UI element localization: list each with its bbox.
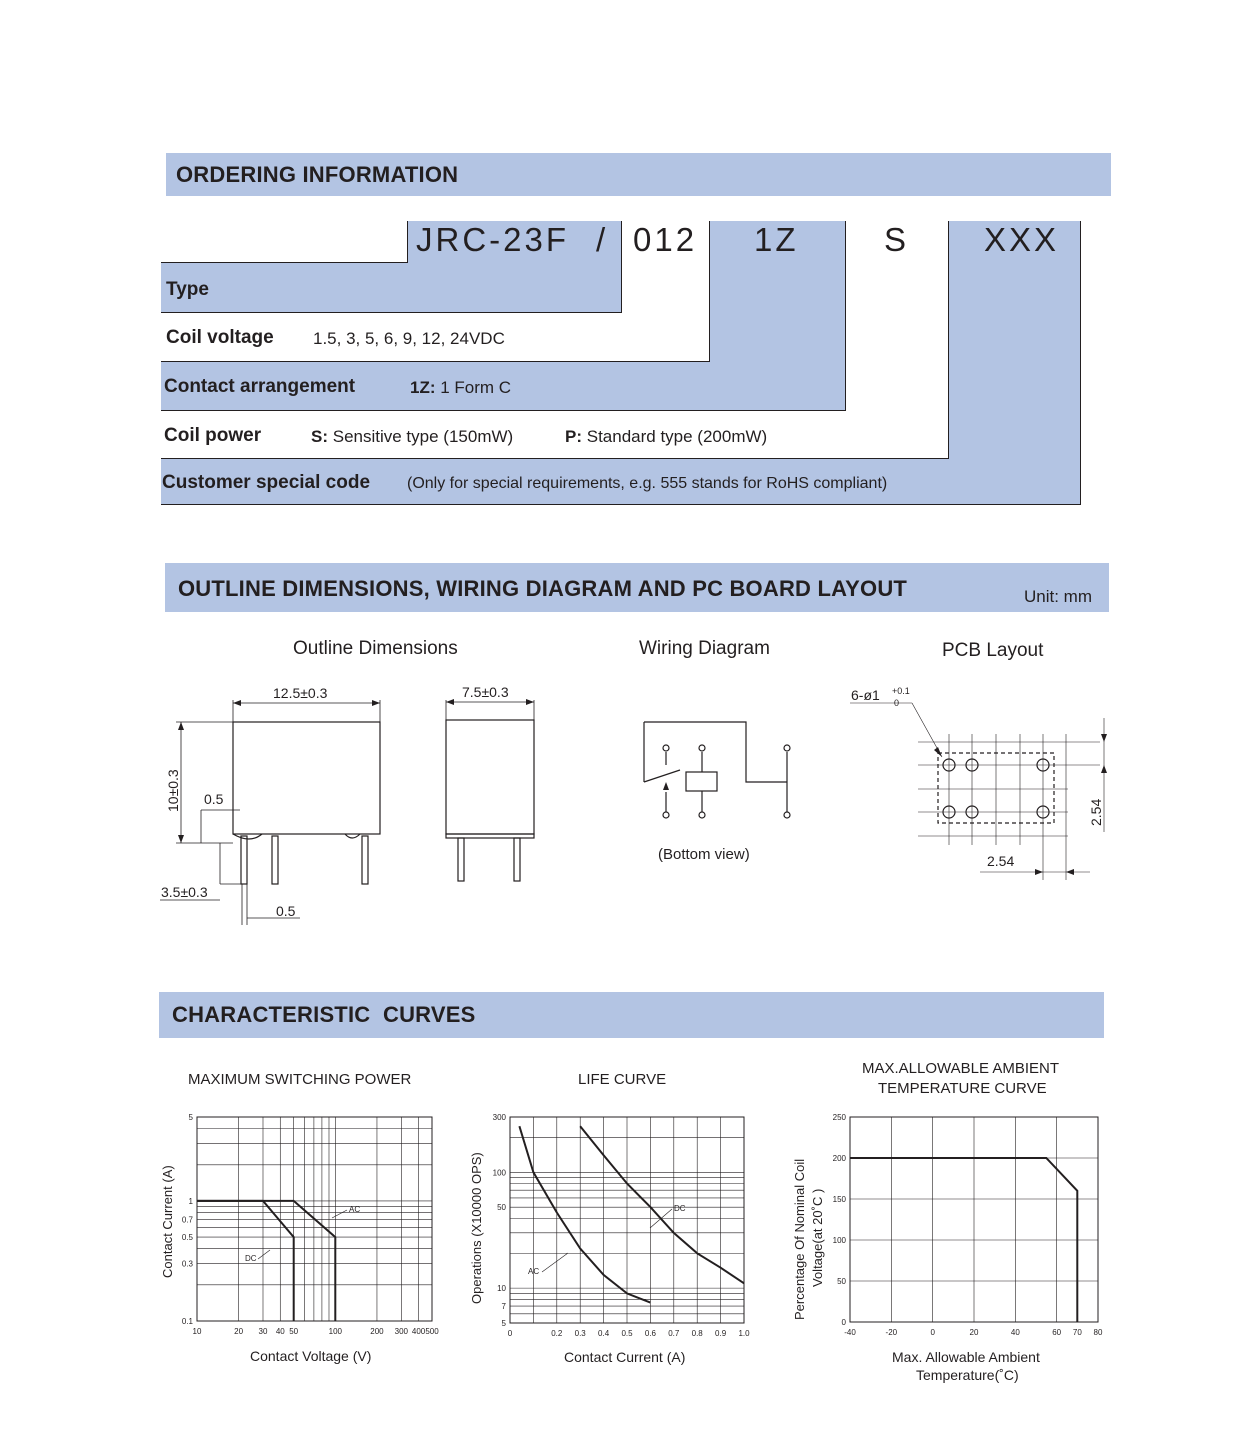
p-desc: Standard type (200mW) [586,427,768,446]
contact-desc: 1 Form C [440,378,512,397]
y-tick-label: 50 [837,1277,846,1286]
type-row-band [161,263,621,313]
x-tick-label: 0.9 [715,1329,727,1338]
x-tick-label: 400 [411,1327,426,1336]
x-tick-label: 100 [328,1327,342,1336]
x-tick-label: 0.4 [598,1329,610,1338]
s-desc: Sensitive type (150mW) [332,427,514,446]
contact-arrangement-value [410,378,511,398]
x-tick-label: 0.2 [551,1329,563,1338]
x-tick-label: -40 [844,1328,856,1337]
code-coil-voltage: 012 [633,221,698,258]
y-tick-label: 0.7 [181,1215,193,1225]
x-tick-label: 1.0 [738,1329,750,1338]
curves-svg [0,1100,1240,1350]
customer-code-desc: (Only for special requirements, e.g. 555 stands for RoHS compliant) [407,475,888,492]
side-pin-1 [458,838,464,881]
code-slash: / [596,221,609,258]
pcb-caption: PCB Layout [942,640,1044,661]
y-tick-label: 1 [188,1196,193,1206]
y-tick-label: 5 [501,1319,506,1328]
wiring-caption: Wiring Diagram [639,638,770,659]
type-divider [407,221,408,263]
max-switching-power-chart [182,1113,439,1336]
coil-power-label: Coil power [164,425,262,446]
dim-hole-tol-up: +0.1 [892,686,910,696]
x-tick-label: 500 [425,1327,439,1336]
coil-voltage-values: 1.5, 3, 5, 6, 9, 12, 24VDC [313,329,505,348]
series-line-ac [197,1201,335,1321]
coil-underline [161,361,710,362]
contact-divider [845,221,846,411]
power-divider [948,221,949,459]
contact-key: 1Z: [410,378,436,397]
y-tick-label: 50 [497,1203,506,1213]
curves-title: CHARACTERISTIC CURVES [172,1002,476,1027]
label-leader [542,1253,568,1272]
x-tick-label: 0.5 [621,1329,633,1338]
chart1-xlabel: Contact Voltage (V) [250,1348,372,1364]
outline-caption: Outline Dimensions [293,638,458,659]
y-tick-label: 250 [832,1113,846,1122]
x-tick-label: 0.7 [668,1329,680,1338]
series-label: DC [674,1204,686,1213]
outline-drawings [0,670,1240,940]
x-tick-label: 0.8 [691,1329,703,1338]
p-key: P: [565,427,582,446]
y-tick-label: 100 [832,1236,846,1245]
y-tick-label: 0 [841,1318,846,1327]
series-label: AC [349,1205,361,1214]
x-tick-label: 20 [969,1328,979,1337]
x-tick-label: 0 [930,1328,935,1337]
unit-label: Unit: mm [1024,587,1092,606]
coil-voltage-label: Coil voltage [166,327,274,348]
x-tick-label: 20 [234,1327,244,1336]
dim-pitch-horizontal: 2.54 [987,853,1015,869]
coil-symbol [686,772,717,791]
x-tick-label: 50 [289,1327,299,1336]
s-key: S: [311,427,328,446]
series-line-dc [580,1126,744,1283]
series-label: AC [528,1267,540,1276]
outline-title: OUTLINE DIMENSIONS, WIRING DIAGRAM AND PC BOARD LAYOUT [178,576,908,601]
y-tick-label: 10 [497,1284,506,1294]
y-tick-label: 0.5 [181,1233,193,1243]
bottom-view-label: (Bottom view) [658,846,750,863]
x-tick-label: 30 [258,1327,268,1336]
x-tick-label: 40 [1010,1328,1020,1337]
chart3-title-line1: MAX.ALLOWABLE AMBIENT [862,1060,1059,1077]
label-leader [258,1250,270,1259]
code-type: JRC-23F [416,221,570,258]
dim-gap: 0.5 [204,791,224,807]
chart1-title: MAXIMUM SWITCHING POWER [188,1071,412,1088]
chart2-ylabel: Operations (X10000 OPS) [469,1152,484,1304]
code-customer: XXX [984,221,1060,258]
relay-side-body [446,720,534,834]
y-tick-label: 150 [832,1195,846,1204]
dim-height: 10±0.3 [165,769,181,812]
front-pin-1 [241,836,247,884]
x-tick-label: 60 [1052,1328,1062,1337]
contact-arrangement-label: Contact arrangement [164,376,356,397]
coil-divider [709,221,710,361]
x-tick-label: -20 [885,1328,898,1337]
slash-divider [621,221,622,313]
coil-power-option-p [565,427,767,447]
dim-pin-width: 0.5 [276,903,296,919]
y-tick-label: 300 [492,1113,506,1122]
x-tick-label: 10 [192,1327,202,1336]
series-line-ac [519,1126,650,1302]
chart1-ylabel: Contact Current (A) [160,1165,175,1278]
x-tick-label: 0.6 [644,1329,656,1338]
chart2-xlabel: Contact Current (A) [564,1349,686,1365]
y-tick-label: 100 [492,1168,506,1178]
ambient-temperature-chart [833,1113,1103,1337]
x-tick-label: 300 [394,1327,408,1336]
dim-hole-tol-down: 0 [894,698,900,708]
relay-front-body [233,722,380,834]
code-contact: 1Z [754,221,799,258]
ordering-title: ORDERING INFORMATION [176,162,459,187]
xxx-divider [1080,221,1081,505]
series-label: DC [245,1254,257,1263]
type-label: Type [166,279,209,300]
x-tick-label: 80 [1093,1328,1103,1337]
front-pin-2 [272,836,278,884]
dim-pin-length: 3.5±0.3 [161,884,208,900]
type-underline [161,262,408,263]
life-curve-chart [493,1113,750,1338]
y-tick-label: 7 [501,1302,506,1312]
dim-depth: 7.5±0.3 [462,684,509,700]
chart3-ylabel-line2: Voltage(at 20˚C ) [810,1188,825,1287]
side-pin-2 [514,838,520,881]
x-tick-label: 40 [275,1327,285,1336]
dim-pitch-vertical: 2.54 [1088,798,1104,826]
chart3-xlabel-line1: Max. Allowable Ambient [892,1349,1040,1365]
label-leader [332,1210,347,1218]
y-tick-label: 200 [832,1154,846,1163]
y-tick-label: 0.1 [181,1317,193,1326]
dim-hole: 6-ø1 [851,687,880,703]
power-underline [161,458,949,459]
coil-power-option-s [311,427,513,447]
x-tick-label: 200 [370,1327,384,1336]
chart3-title-line2: TEMPERATURE CURVE [878,1080,1047,1097]
front-pin-3 [362,836,368,884]
x-tick-label: 0.3 [574,1329,586,1338]
dim-width: 12.5±0.3 [273,685,328,701]
chart2-title: LIFE CURVE [578,1071,667,1088]
chart3-xlabel-line2: Temperature(˚C) [916,1367,1019,1383]
chart3-ylabel-line1: Percentage Of Nominal Coil [792,1158,807,1320]
y-tick-label: 0.3 [181,1259,193,1269]
y-tick-label: 5 [188,1113,193,1122]
x-tick-label: 70 [1072,1328,1082,1337]
code-coil-power: S [884,221,910,258]
x-tick-label: 0 [507,1329,513,1338]
customer-code-label: Customer special code [162,472,371,493]
